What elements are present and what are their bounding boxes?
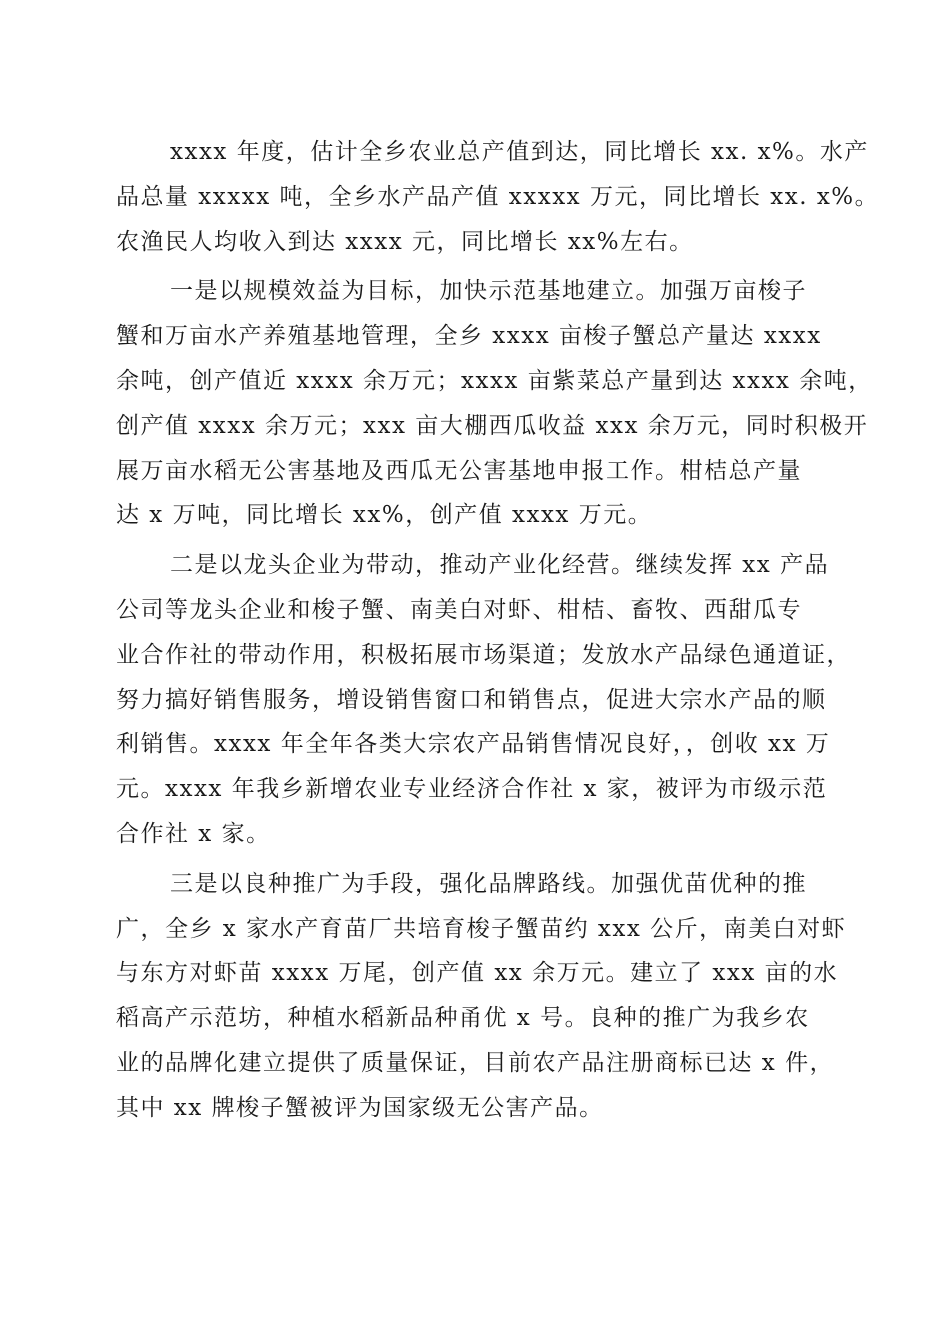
text-line: 三是以良种推广为手段，强化品牌路线。加强优苗优种的推 xyxy=(170,870,807,897)
text-line: 广，全乡 x 家水产育苗厂共培育梭子蟹苗约 xxx 公斤，南美白对虾 xyxy=(116,915,847,942)
text-line: 其中 xx 牌梭子蟹被评为国家级无公害产品。 xyxy=(116,1094,604,1121)
text-line: 展万亩水稻无公害基地及西瓜无公害基地申报工作。柑桔总产量 xyxy=(116,457,802,484)
paragraph-demonstration-base xyxy=(116,269,873,538)
text-line: 余吨，创产值近 xxxx 余万元；xxxx 亩紫菜总产量到达 xxxx 余吨， xyxy=(116,367,873,394)
text-line: 品总量 xxxxx 吨，全乡水产品产值 xxxxx 万元，同比增长 xx. x%。 xyxy=(116,183,880,210)
text-line: 达 x 万吨，同比增长 xx%，创产值 xxxx 万元。 xyxy=(116,502,653,529)
text-line: 一是以规模效益为目标，加快示范基地建立。加强万亩梭子 xyxy=(170,278,807,305)
text-line: 努力搞好销售服务，增设销售窗口和销售点，促进大宗水产品的顺 xyxy=(116,686,827,713)
text-line: 农渔民人均收入到达 xxxx 元，同比增长 xx%左右。 xyxy=(116,228,694,255)
text-line: 利销售。xxxx 年全年各类大宗农产品销售情况良好，，创收 xx 万 xyxy=(116,731,831,758)
text-line: xxxx 年度，估计全乡农业总产值到达，同比增长 xx. x%。水产 xyxy=(170,139,869,165)
text-line: 合作社 x 家。 xyxy=(116,820,271,847)
text-line: 业合作社的带动作用，积极拓展市场渠道；发放水产品绿色通道证， xyxy=(116,641,851,668)
paragraph-summary xyxy=(116,130,880,264)
paragraph-leading-enterprises xyxy=(116,543,851,857)
text-line: 创产值 xxxx 余万元；xxx 亩大棚西瓜收益 xxx 余万元，同时积极开 xyxy=(116,412,869,439)
document-body xyxy=(116,130,880,1136)
paragraph-seed-promotion xyxy=(116,862,846,1131)
text-line: 二是以龙头企业为带动，推动产业化经营。继续发挥 xx 产品 xyxy=(170,552,830,579)
text-line: 蟹和万亩水产养殖基地管理，全乡 xxxx 亩梭子蟹总产量达 xxxx xyxy=(116,323,822,350)
text-line: 业的品牌化建立提供了质量保证，目前农产品注册商标已达 x 件， xyxy=(116,1049,835,1076)
text-line: 稻高产示范坊，种植水稻新品种甬优 x 号。良种的推广为我乡农 xyxy=(116,1005,810,1032)
text-line: 公司等龙头企业和梭子蟹、南美白对虾、柑桔、畜牧、西甜瓜专 xyxy=(116,596,802,623)
text-line: 元。xxxx 年我乡新增农业专业经济合作社 x 家，被评为市级示范 xyxy=(116,776,828,803)
text-line: 与东方对虾苗 xxxx 万尾，创产值 xx 余万元。建立了 xxx 亩的水 xyxy=(116,960,839,987)
